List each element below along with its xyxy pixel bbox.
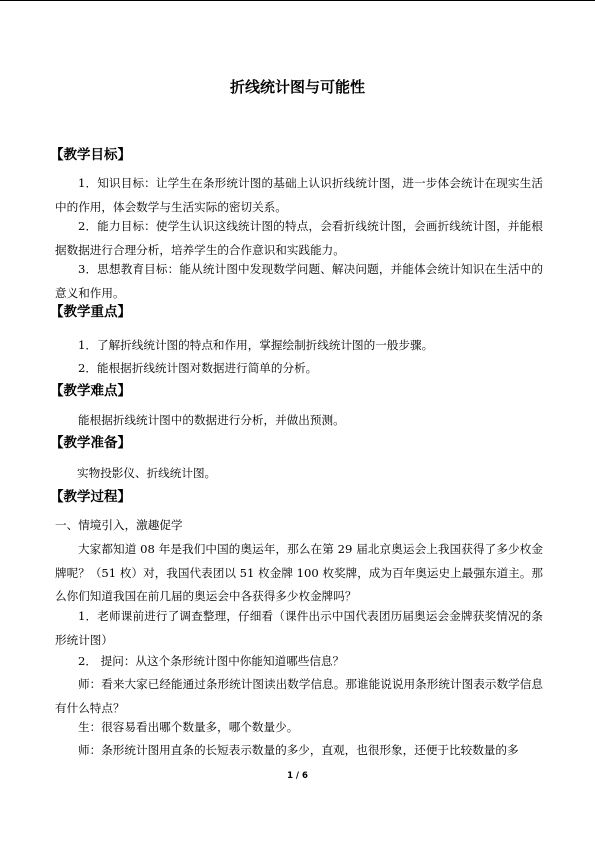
step-one-heading: 一、情境引入，激趣促学 bbox=[55, 518, 183, 532]
heading-difficulty: 【教学难点】 bbox=[50, 383, 131, 399]
paragraph-student: 生：很容易看出哪个数量多，哪个数量少。 bbox=[78, 720, 299, 734]
goal-ability: 2．能力目标：使学生认识这线统计图的特点，会看折线统计图，会画折线统计图，并能根据数据进行合理分析，培养学生的合作意识和实践能力。 bbox=[55, 219, 543, 257]
heading-teaching-goals: 【教学目标】 bbox=[50, 147, 131, 163]
page-number: 1 / 6 bbox=[287, 771, 308, 781]
key-point-1: 1．了解折线统计图的特点和作用，掌握绘制折线统计图的一般步骤。 bbox=[78, 338, 434, 352]
paragraph-question: 2． 提问：从这个条形统计图中你能知道哪些信息？ bbox=[78, 654, 345, 668]
goal-ideology: 3．思想教育目标：能从统计图中发现数学问题、解决问题，并能体会统计知识在生活中的意义和作用。 bbox=[55, 262, 543, 300]
paragraph-survey: 1．老师课前进行了调查整理，仔细看（课件出示中国代表团历届奥运会金牌获奖情况的条形统计图） bbox=[55, 609, 543, 647]
top-rule bbox=[0, 0, 595, 1]
heading-preparation: 【教学准备】 bbox=[50, 435, 131, 451]
preparation-text: 实物投影仪、折线统计图。 bbox=[77, 466, 217, 480]
paragraph-intro: 大家都知道 08 年是我们中国的奥运年，那么在第 29 届北京奥运会上我国获得了多少枚金牌呢？（51 枚）对，我国代表团以 51 枚金牌 100 枚奖牌，成为百年奥运史上最强东道主。那么你们知道我国在前几届的奥运会中各获得多少枚金牌吗？ bbox=[55, 542, 543, 603]
paragraph-teacher-1: 师：看来大家已经能通过条形统计图读出数学信息。那谁能说说用条形统计图表示数学信息有什么特点？ bbox=[55, 677, 543, 715]
heading-process: 【教学过程】 bbox=[50, 489, 131, 505]
heading-key-points: 【教学重点】 bbox=[50, 304, 131, 320]
difficulty-text: 能根据折线统计图中的数据进行分析，并做出预测。 bbox=[78, 413, 345, 427]
paragraph-teacher-2: 师：条形统计图用直条的长短表示数量的多少，直观，也很形象，还便于比较数量的多 bbox=[78, 743, 519, 757]
page-title: 折线统计图与可能性 bbox=[229, 78, 365, 96]
key-point-2: 2．能根据折线统计图对数据进行简单的分析。 bbox=[78, 361, 318, 375]
goal-knowledge: 1．知识目标：让学生在条形统计图的基础上认识折线统计图，进一步体会统计在现实生活中的作用，体会数学与生活实际的密切关系。 bbox=[55, 176, 543, 214]
